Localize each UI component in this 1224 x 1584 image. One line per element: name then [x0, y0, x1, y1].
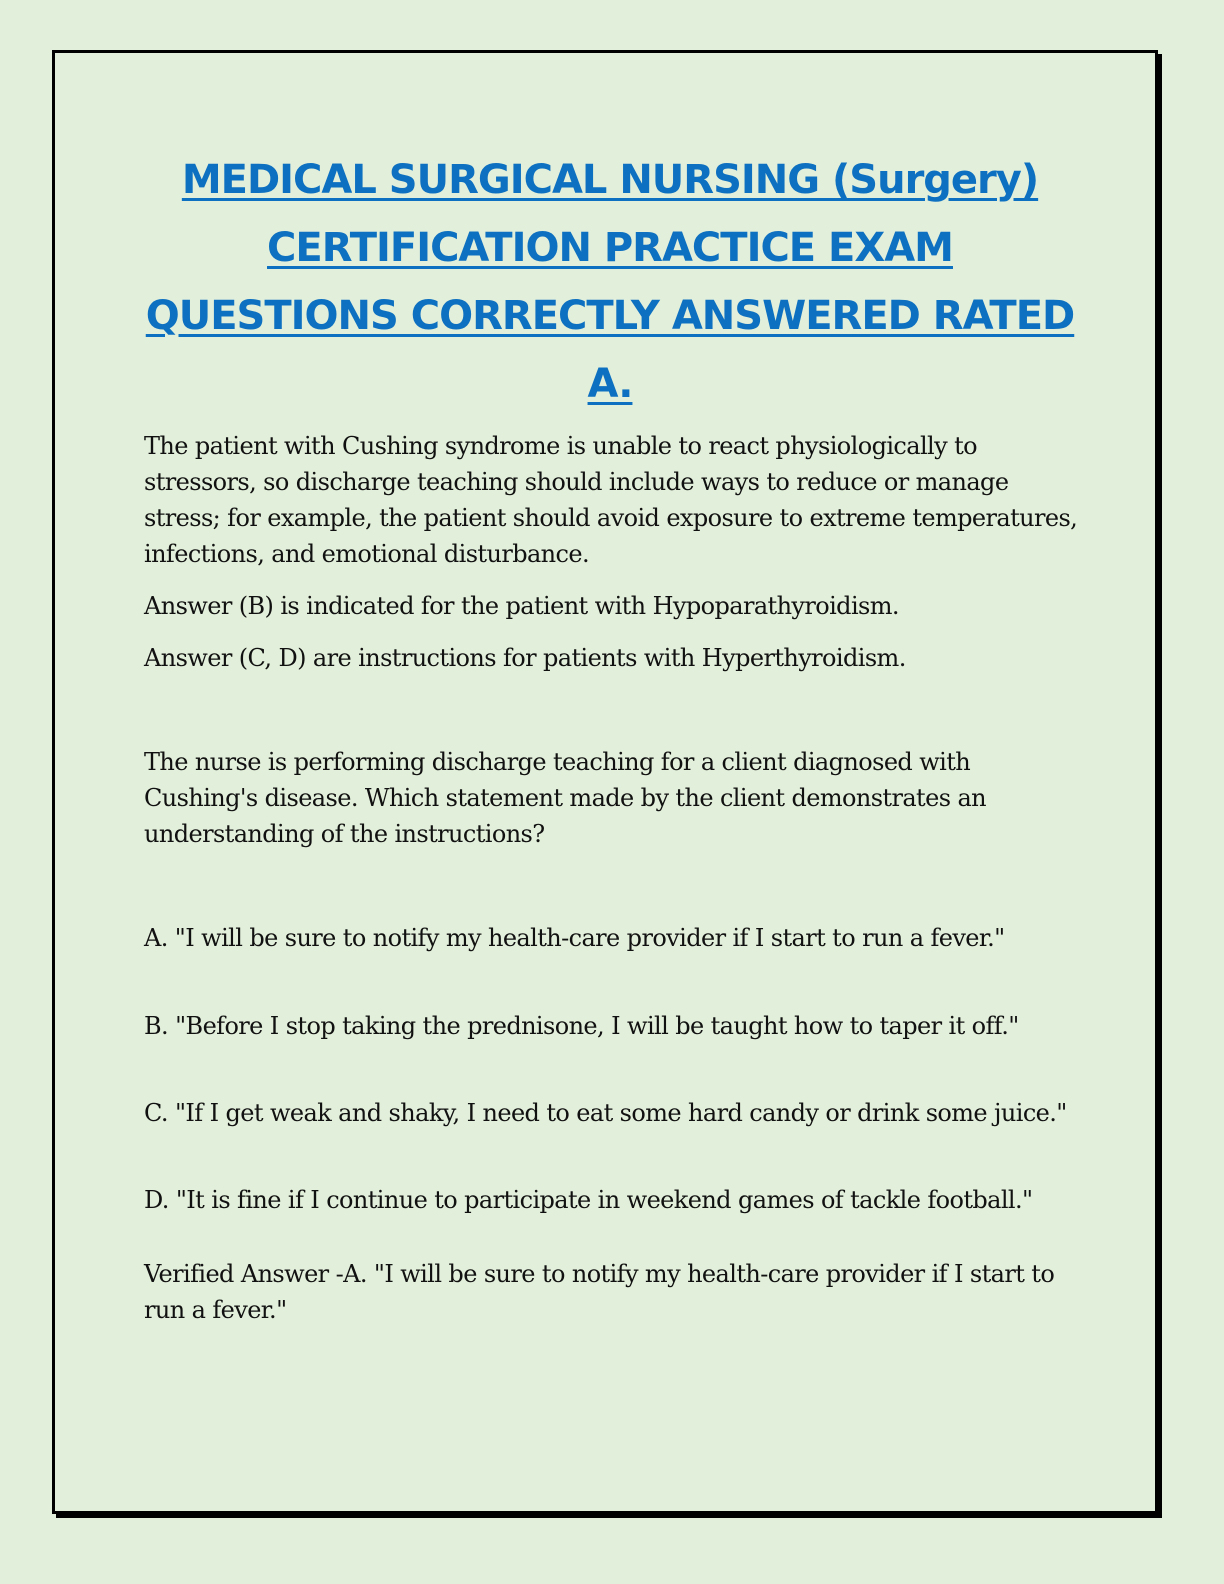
rationale-paragraph: The patient with Cushing syndrome is unable to react physiologically to stressors, so discharge teaching should include ways to reduce or manage stress; for example, the patient should avoid exposure to extreme temperatures, infections, and emotional disturbance.	[144, 432, 1078, 568]
rationale-answer-cd: Answer (C, D) are instructions for patients with Hyperthyroidism.	[144, 644, 906, 672]
title-line-2: CERTIFICATION PRACTICE EXAM	[267, 225, 953, 271]
verified-answer: Verified Answer -A. "I will be sure to notify my health-care provider if I start to run a fever."	[144, 1260, 1055, 1324]
option-c: C. "If I get weak and shaky, I need to eat some hard candy or drink some juice."	[144, 1099, 1067, 1127]
option-a: A. "I will be sure to notify my health-care provider if I start to run a fever."	[144, 924, 1005, 952]
title-line-1: MEDICAL SURGICAL NURSING (Surgery)	[181, 157, 1039, 203]
option-d: D. "It is fine if I continue to participate in weekend games of tackle football."	[144, 1186, 1033, 1214]
option-b: B. "Before I stop taking the prednisone, I will be taught how to taper it off."	[144, 1012, 1019, 1040]
question-stem: The nurse is performing discharge teaching for a client diagnosed with Cushing's disease. Which statement made by the client demonstrates an understanding of the instructions?	[144, 748, 987, 848]
title-line-4: A.	[587, 361, 633, 407]
title-line-3: QUESTIONS CORRECTLY ANSWERED RATED	[145, 293, 1075, 339]
document-title	[130, 146, 1090, 418]
rationale-answer-b: Answer (B) is indicated for the patient with Hypoparathyroidism.	[144, 592, 899, 620]
